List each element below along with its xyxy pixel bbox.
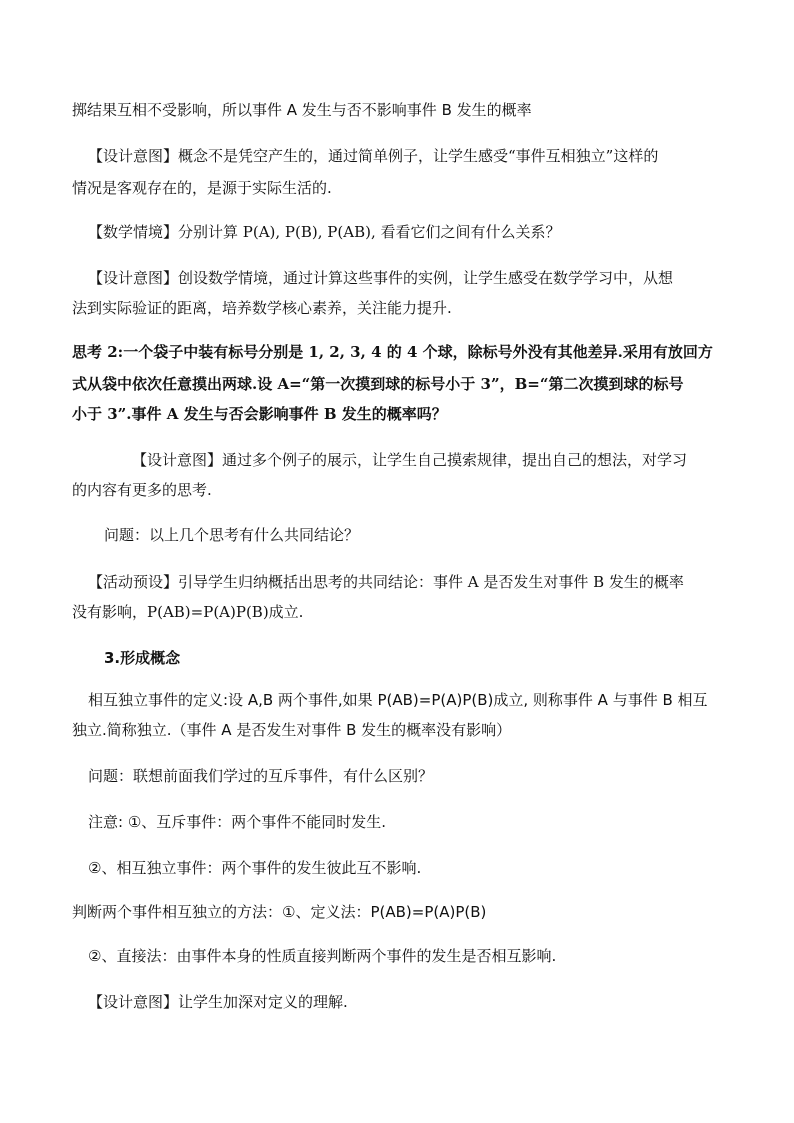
question-mutually-exclusive: 问题：联想前面我们学过的互斥事件，有什么区别？ <box>88 767 434 785</box>
design-intent-1-line-2: 情况是客观存在的，是源于实际生活的. <box>72 179 332 197</box>
definition-line-1: 相互独立事件的定义:设 A,B 两个事件,如果 P(AB)=P(A)P(B)成立, 则称事件 A 与事件 B 相互 <box>88 691 708 709</box>
activity-preset-line-2: 没有影响，P(AB)=P(A)P(B)成立. <box>72 603 304 621</box>
note-independent: ②、相互独立事件：两个事件的发生彼此互不影响. <box>88 859 422 877</box>
thinking-2-line-2: 式从袋中依次任意摸出两球.设 A=“第一次摸到球的标号小于 3”，B=“第二次摸到球的标号 <box>72 375 684 393</box>
design-intent-3-line-1: 【设计意图】通过多个例子的展示，让学生自己摸索规律，提出自己的想法，对学习 <box>132 451 688 469</box>
thinking-2-line-1: 思考 2:一个袋子中装有标号分别是 1, 2, 3, 4 的 4 个球，除标号外没有其他差异.采用有放回方 <box>72 343 713 361</box>
note-mutually-exclusive: 注意: ①、互斥事件：两个事件不能同时发生. <box>88 813 387 831</box>
section-heading: 3.形成概念 <box>104 649 181 667</box>
design-intent-3-line-2: 的内容有更多的思考. <box>72 481 212 499</box>
method-definition: 判断两个事件相互独立的方法：①、定义法：P(AB)=P(A)P(B) <box>72 903 487 921</box>
design-intent-4: 【设计意图】让学生加深对定义的理解. <box>88 993 348 1011</box>
design-intent-2-line-1: 【设计意图】创设数学情境，通过计算这些事件的实例，让学生感受在数学学习中，从想 <box>88 269 674 287</box>
design-intent-2-line-2: 法到实际验证的距离，培养数学核心素养，关注能力提升. <box>72 299 452 317</box>
math-scenario: 【数学情境】分别计算 P(A), P(B), P(AB), 看看它们之间有什么关系？ <box>88 223 561 241</box>
method-direct: ②、直接法：由事件本身的性质直接判断两个事件的发生是否相互影响. <box>88 947 557 965</box>
thinking-2-line-3: 小于 3”.事件 A 发生与否会影响事件 B 发生的概率吗？ <box>72 405 447 423</box>
text-line-1: 掷结果互相不受影响，所以事件 A 发生与否不影响事件 B 发生的概率 <box>72 101 532 119</box>
definition-line-2: 独立.简称独立.（事件 A 是否发生对事件 B 发生的概率没有影响） <box>72 721 512 739</box>
question-common-conclusion: 问题：以上几个思考有什么共同结论？ <box>104 526 360 544</box>
activity-preset-line-1: 【活动预设】引导学生归纳概括出思考的共同结论：事件 A 是否发生对事件 B 发生的概率 <box>88 573 684 591</box>
design-intent-1-line-1: 【设计意图】概念不是凭空产生的，通过简单例子，让学生感受“事件互相独立”这样的 <box>88 147 659 165</box>
